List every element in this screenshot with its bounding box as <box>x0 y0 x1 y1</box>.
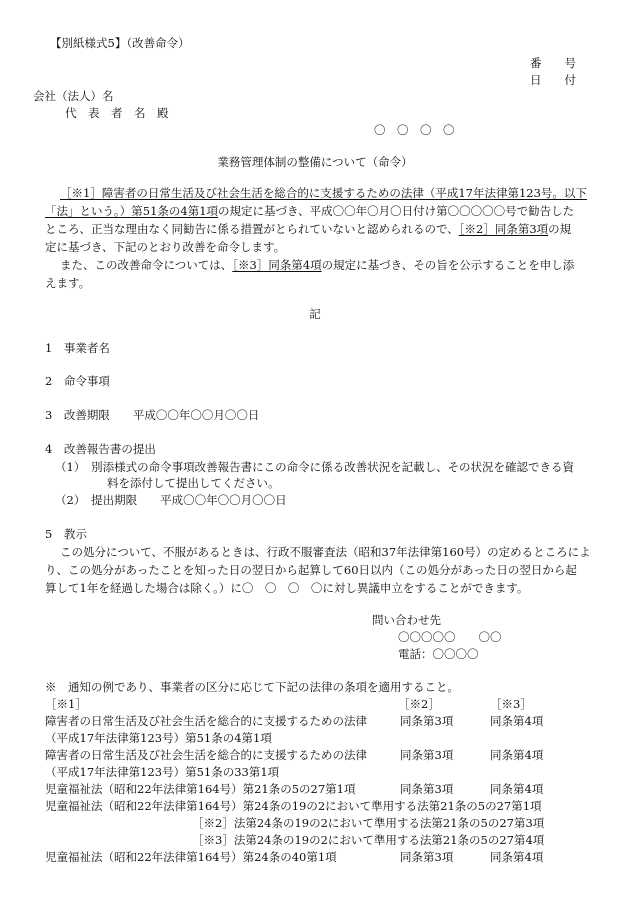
note-row-5-c3: 同条第4項 <box>490 850 544 864</box>
body-text: の規定に基づき、平成〇〇年〇月〇日付け第〇〇〇〇〇号で勧告した <box>218 204 575 218</box>
body-text: の規定に基づき、その旨を公示することを申し添 <box>321 258 575 272</box>
item-4: 4 改善報告書の提出 <box>45 442 156 456</box>
contact-label: 問い合わせ先 <box>372 613 441 627</box>
note-row-4-law: 児童福祉法（昭和22年法律第164号）第24条の19の2において準用する法第21条の5の27第1項 <box>45 799 542 813</box>
body-text: ところ、正当な理由なく同勧告に係る措置がとられていないと認められるので、 <box>45 222 459 236</box>
body-line-3 <box>45 222 571 237</box>
note-row-1-c2: 同条第3項 <box>400 714 454 728</box>
body-line-2 <box>45 204 574 219</box>
ref-3: ［※3］同条第4項 <box>232 258 322 272</box>
note-row-1-c3: 同条第4項 <box>490 714 544 728</box>
body-line-5 <box>60 258 574 273</box>
ref-2: ［※2］同条第3項 <box>458 222 549 236</box>
contact-phone: 電話：〇〇〇〇 <box>398 647 479 661</box>
note-col-1: ［※1］ <box>45 697 87 711</box>
note-col-3: ［※3］ <box>490 697 532 711</box>
law-name: 障害者の日常生活及び社会生活を総合的に支援するための法律（平成17年法律第123号。以下 <box>101 186 587 200</box>
item-4-1-line-2: 料を添付して提出してください。 <box>107 476 280 490</box>
item-1: 1 事業者名 <box>45 341 110 355</box>
note-row-3-c2: 同条第3項 <box>400 782 454 796</box>
note-row-3-law: 児童福祉法（昭和22年法律第164号）第21条の5の27第1項 <box>45 782 356 796</box>
body-text: の規 <box>548 222 572 236</box>
note-row-2-sub: （平成17年法律第123号）第51条の33第1項 <box>45 765 280 779</box>
item-2: 2 命令事項 <box>45 374 110 388</box>
issuer: 〇 〇 〇 〇 <box>374 123 455 137</box>
note-heading: ※ 通知の例であり、事業者の区分に応じて下記の法律の条項を適用すること。 <box>45 680 459 694</box>
item-3: 3 改善期限 平成〇〇年〇〇月〇〇日 <box>45 408 260 422</box>
note-row-2-law: 障害者の日常生活及び社会生活を総合的に支援するための法律 <box>45 748 367 762</box>
item-4-2: （2） 提出期限 平成〇〇年〇〇月〇〇日 <box>55 493 287 507</box>
item-5-line-3: 算して1年を経過した場合は除く。）に〇 〇 〇 〇に対し異議申立をすることができます。 <box>45 581 529 595</box>
note-row-3-c3: 同条第4項 <box>490 782 544 796</box>
note-row-1-sub: （平成17年法律第123号）第51条の4第1項 <box>45 731 272 745</box>
article-ref: 第51条の4第1項 <box>131 204 219 218</box>
form-label: 【別紙様式5】（改善命令） <box>50 36 190 50</box>
law-abbrev: 「法」という。） <box>45 204 132 218</box>
note-row-1-law: 障害者の日常生活及び社会生活を総合的に支援するための法律 <box>45 714 367 728</box>
note-row-2-c2: 同条第3項 <box>400 748 454 762</box>
item-5-line-1: この処分について、不服があるときは、行政不服審査法（昭和37年法律第160号）の定めるところによ <box>60 545 591 559</box>
contact-dept: 〇〇〇〇〇 〇〇 <box>398 630 502 644</box>
item-5: 5 教示 <box>45 527 87 541</box>
body-line-1 <box>60 186 587 201</box>
ki-heading: 記 <box>309 307 321 321</box>
note-row-4-note-3: ［※3］法第24条の19の2において準用する法第21条の5の27第4項 <box>192 833 545 847</box>
body-line-4: 定に基づき、下記のとおり改善を命令します。 <box>45 240 286 254</box>
note-row-5-c2: 同条第3項 <box>400 850 454 864</box>
addressee-company: 会社（法人）名 <box>33 89 114 103</box>
note-row-4-note-2: ［※2］法第24条の19の2において準用する法第21条の5の27第3項 <box>192 816 545 830</box>
addressee-representative: 代 表 者 名 殿 <box>65 106 169 120</box>
body-text: また、この改善命令については、 <box>60 258 233 272</box>
date-label: 日 付 <box>530 73 576 87</box>
note-row-2-c3: 同条第4項 <box>490 748 544 762</box>
document-title: 業務管理体制の整備について（命令） <box>217 155 413 169</box>
item-5-line-2: り、この処分があったことを知った日の翌日から起算して60日以内（この処分があった日の翌日から起 <box>45 563 577 577</box>
body-line-6: えます。 <box>45 276 91 290</box>
number-label: 番 号 <box>530 56 576 70</box>
note-col-2: ［※2］ <box>398 697 440 711</box>
note-row-5-law: 児童福祉法（昭和22年法律第164号）第24条の40第1項 <box>45 850 337 864</box>
item-4-1-line-1: （1） 別添様式の命令事項改善報告書にこの命令に係る改善状況を記載し、その状況を確認できる資 <box>55 460 575 474</box>
ref-1-marker: ［※1］ <box>60 186 102 200</box>
